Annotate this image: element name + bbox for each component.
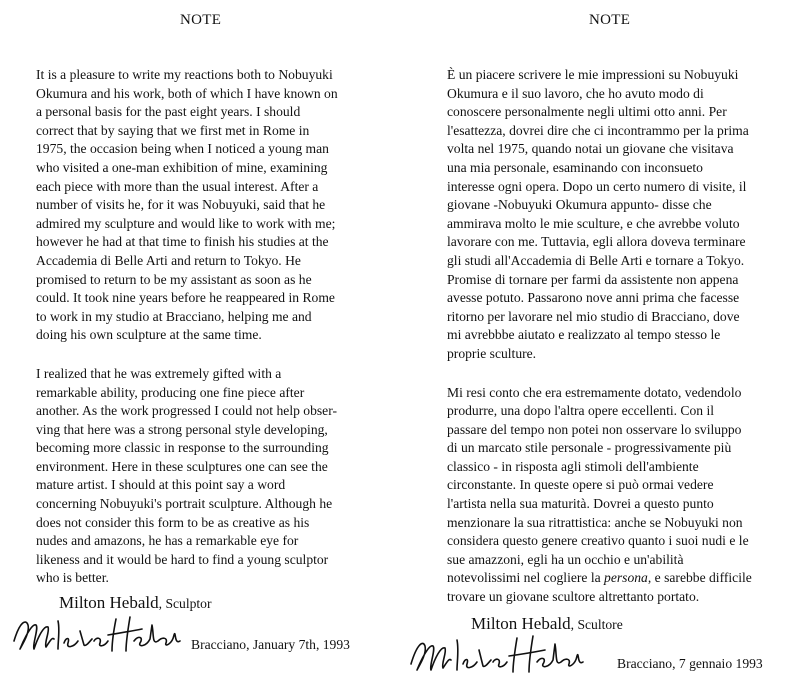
text-line: Promise di tornare per farmi da assistente non appena	[447, 271, 739, 287]
text-line: considera questo genere creativo quanto i suoi nudi e le	[447, 533, 749, 549]
text-line: classico - in risposta agli stimoli dell'ambiente	[447, 458, 699, 474]
note-page-italian	[395, 0, 790, 681]
text-line: È un piacere scrivere le mie impressioni su Nobuyuki	[447, 67, 739, 82]
text-line: conoscere personalmente negli ultimi otto anni. Per	[447, 104, 727, 120]
note-title: NOTE	[180, 12, 222, 28]
text-line: who is better.	[36, 570, 109, 586]
text-line: to work in my studio at Bracciano, helping me and	[36, 308, 312, 324]
text-line: however he had at that time to finish his studies at the	[36, 234, 329, 250]
text-line: each piece with more than the usual interest. After a	[36, 178, 319, 194]
text-line: proprie sculture.	[447, 345, 537, 361]
text-line: passare del tempo non potei non osservare lo sviluppo	[447, 421, 742, 437]
text-line: Okumura and his work, both of which I have known on	[36, 85, 338, 101]
signer-name-text: Milton Hebald	[59, 593, 159, 612]
text-line	[447, 569, 752, 588]
text-line: likeness and it would be hard to find a young sculptor	[36, 551, 329, 567]
text-line: 1975, the occasion being when I noticed a young man	[36, 141, 329, 157]
text-line: l'artista nella sua maturità. Dovrei a questo punto	[447, 496, 714, 512]
signer-name	[59, 593, 212, 613]
text-line: avesse potuto. Passarono nove anni prima che facesse	[447, 290, 740, 306]
text-line: ammirava molto le mie sculture, e che avrebbe voluto	[447, 215, 740, 231]
signer-name	[471, 614, 623, 634]
text-line: ritorno per lavorare nel mio studio di Bracciano, dove	[447, 308, 740, 324]
note-body	[447, 66, 752, 607]
place-date: Bracciano, 7 gennaio 1993	[617, 656, 763, 671]
text-line: correct that by saying that we first met in Rome in	[36, 122, 310, 138]
text-line: concerning Nobuyuki's portrait sculpture. Although he	[36, 496, 333, 512]
text-line: produrre, una dopo l'altra opere eccellenti. Con il	[447, 403, 715, 419]
paragraph-1	[36, 66, 338, 345]
text-line: doing his own sculpture at the same time.	[36, 327, 262, 343]
text-line: who visited a one-man exhibition of mine, examining	[36, 159, 328, 175]
text-line: promised to return to be my assistant as soon as he	[36, 271, 312, 287]
text-line: interesse ogni opera. Dopo un certo numero di visite, il	[447, 178, 747, 194]
text-line: sue amazzoni, egli ha un occhio e un'abilità	[447, 551, 684, 567]
text-line: l'esattezza, dovrei dire che ci incontrammo per la prima	[447, 122, 749, 138]
text-line: number of visits he, for it was Nobuyuki, said that he	[36, 197, 326, 213]
text-line: una mia personale, esaminando con inconsueto	[447, 159, 703, 175]
text-line: gli studi all'Accademia di Belle Arti e tornare a Tokyo.	[447, 252, 745, 268]
text-line: ving that here was a strong personal style developing,	[36, 421, 328, 437]
text-line: di un marcato stile personale - progressivamente più	[447, 440, 732, 456]
text-line: mi avrebbbe aiutato e realizzato al tempo stesso le	[447, 327, 721, 343]
text-line: admired my sculpture and would like to work with me;	[36, 215, 336, 231]
text-line: menzionare la sua ritrattistica: anche se Nobuyuki non	[447, 514, 743, 530]
paragraph-2	[447, 384, 752, 607]
text-line: Accademia di Belle Arti and return to Tokyo. He	[36, 252, 301, 268]
text-line: I realized that he was extremely gifted with a	[36, 365, 282, 381]
text-line: volta nel 1975, quando notai un giovane che visitava	[447, 141, 734, 157]
text-line: nudes and amazons, he has a remarkable eye for	[36, 533, 299, 549]
note-body	[36, 66, 338, 588]
note-title: NOTE	[589, 12, 631, 28]
paragraph-1	[447, 66, 752, 364]
text-line: another. As the work progressed I could not help obser-	[36, 403, 337, 419]
handwritten-signature	[405, 632, 595, 678]
paragraph-2	[36, 365, 338, 588]
text-line: becoming more classic in response to the surrounding	[36, 440, 329, 456]
text-line: remarkable ability, producing one fine piece after	[36, 384, 305, 400]
text-line: Mi resi conto che era estremamente dotato, vedendolo	[447, 384, 742, 400]
text-line: does not consider this form to be as creative as his	[36, 514, 310, 530]
signer-name-text: Milton Hebald	[471, 614, 571, 633]
italic-word: persona	[604, 570, 648, 586]
text-line: environment. Here in these sculptures one can see the	[36, 458, 328, 474]
text-line: It is a pleasure to write my reactions both to Nobuyuki	[36, 67, 333, 82]
text-line: lavorare con me. Tuttavia, egli allora doveva terminare	[447, 234, 746, 250]
text-line: trovare un giovane scultore altrettanto portato.	[447, 589, 700, 605]
signer-role: , Scultore	[570, 617, 623, 632]
text-run: , e sarebbe difficile	[647, 570, 752, 586]
handwritten-signature	[8, 611, 188, 659]
text-line: mature artist. I should at this point say a word	[36, 477, 286, 493]
text-line: giovane -Nobuyuki Okumura appunto- disse che	[447, 197, 712, 213]
text-line: could. It took nine years before he reappeared in Rome	[36, 290, 335, 306]
text-line: circonstante. In queste opere si può ormai vedere	[447, 477, 714, 493]
text-line: Okumura e il suo lavoro, che ho avuto modo di	[447, 85, 704, 101]
signer-role: , Sculptor	[158, 596, 212, 611]
text-run: notevolissimi nel cogliere la	[447, 570, 605, 586]
place-date: Bracciano, January 7th, 1993	[191, 637, 350, 652]
text-line: a personal basis for the past eight years. I should	[36, 104, 301, 120]
